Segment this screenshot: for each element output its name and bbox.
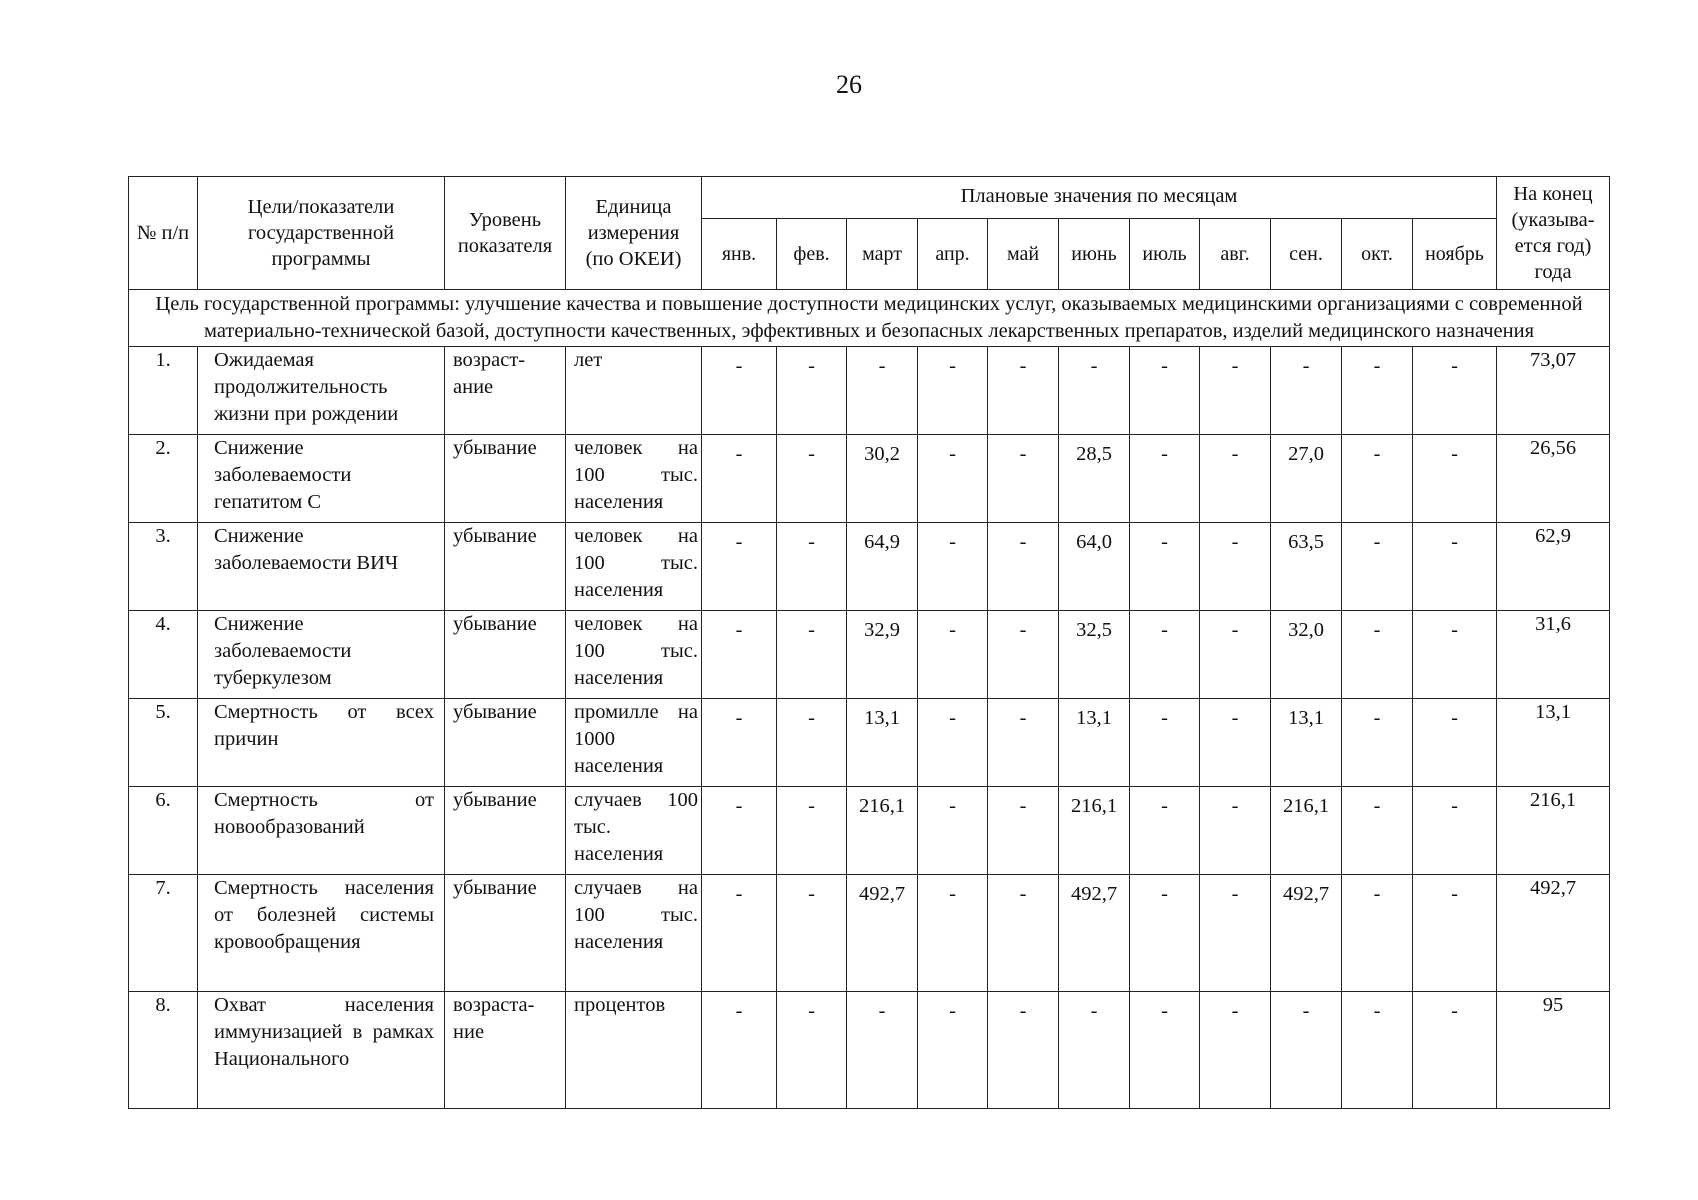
- month-value: -: [1342, 611, 1413, 699]
- month-value: -: [1413, 347, 1497, 435]
- indicator-unit: лет: [566, 347, 702, 435]
- indicator-level: убывание: [445, 875, 566, 992]
- end-year-value: 492,7: [1497, 875, 1610, 992]
- row-number: 3.: [129, 523, 198, 611]
- month-value: -: [702, 699, 777, 787]
- header-month: июнь: [1059, 219, 1130, 290]
- month-value: -: [702, 435, 777, 523]
- table-body: [129, 290, 1610, 1109]
- end-year-value: 216,1: [1497, 787, 1610, 875]
- indicator-name: Ожидаемая продолжительность жизни при рождении: [198, 347, 445, 435]
- header-month: июль: [1130, 219, 1200, 290]
- month-value: -: [1342, 435, 1413, 523]
- month-value: -: [702, 875, 777, 992]
- table-row: [129, 787, 1610, 875]
- month-value: -: [847, 992, 918, 1109]
- month-value: -: [777, 992, 847, 1109]
- indicator-name: Снижение заболеваемости гепатитом С: [198, 435, 445, 523]
- indicator-name: Смертность от новообразований: [198, 787, 445, 875]
- indicator-unit: случаев на 100 тыс. населения: [566, 875, 702, 992]
- month-value: -: [1413, 875, 1497, 992]
- indicator-level: убывание: [445, 611, 566, 699]
- header-month: янв.: [702, 219, 777, 290]
- page-number: 26: [836, 70, 862, 99]
- month-value: 27,0: [1271, 435, 1342, 523]
- header-end: На конец (указыва-ется год) года: [1497, 177, 1610, 290]
- month-value: -: [1342, 992, 1413, 1109]
- month-value: -: [777, 875, 847, 992]
- month-value: 13,1: [1059, 699, 1130, 787]
- header-month: март: [847, 219, 918, 290]
- month-value: -: [918, 435, 988, 523]
- indicator-name: Охват населения иммунизацией в рамках Национального: [198, 992, 445, 1109]
- end-year-value: 95: [1497, 992, 1610, 1109]
- indicator-name: Смертность населения от болезней системы кровообращения: [198, 875, 445, 992]
- month-value: -: [918, 699, 988, 787]
- month-value: -: [988, 992, 1059, 1109]
- month-value: -: [918, 347, 988, 435]
- month-value: -: [1200, 699, 1271, 787]
- month-value: 13,1: [1271, 699, 1342, 787]
- month-value: -: [988, 611, 1059, 699]
- row-number: 1.: [129, 347, 198, 435]
- month-value: 64,0: [1059, 523, 1130, 611]
- month-value: -: [918, 611, 988, 699]
- end-year-value: 73,07: [1497, 347, 1610, 435]
- header-month: ноябрь: [1413, 219, 1497, 290]
- table-row: [129, 435, 1610, 523]
- month-value: -: [1130, 347, 1200, 435]
- indicator-unit: человек на 100 тыс. населения: [566, 435, 702, 523]
- month-value: 64,9: [847, 523, 918, 611]
- month-value: 492,7: [1271, 875, 1342, 992]
- indicator-unit: человек на 100 тыс. населения: [566, 611, 702, 699]
- row-number: 2.: [129, 435, 198, 523]
- month-value: 216,1: [1059, 787, 1130, 875]
- month-value: 28,5: [1059, 435, 1130, 523]
- month-value: -: [988, 435, 1059, 523]
- month-value: -: [777, 347, 847, 435]
- goal-text: Цель государственной программы: улучшение качества и повышение доступности медицинских услуг, оказываемых медицинскими организациями с современной материально-технической базой, доступности качественных, эффективных и безопасных лекарственных препаратов, изделий медицинского назначения: [129, 290, 1610, 347]
- month-value: -: [1059, 347, 1130, 435]
- month-value: -: [1059, 992, 1130, 1109]
- indicator-unit: случаев 100 тыс. населения: [566, 787, 702, 875]
- end-year-value: 26,56: [1497, 435, 1610, 523]
- month-value: -: [1271, 347, 1342, 435]
- month-value: -: [918, 992, 988, 1109]
- indicator-unit: процентов: [566, 992, 702, 1109]
- indicator-name: Смертность от всех причин: [198, 699, 445, 787]
- month-value: -: [1413, 699, 1497, 787]
- month-value: -: [1342, 523, 1413, 611]
- table-row: [129, 347, 1610, 435]
- month-value: -: [988, 875, 1059, 992]
- end-year-value: 62,9: [1497, 523, 1610, 611]
- month-value: -: [1200, 347, 1271, 435]
- month-value: -: [988, 523, 1059, 611]
- month-value: -: [988, 347, 1059, 435]
- header-month: май: [988, 219, 1059, 290]
- month-value: -: [1200, 992, 1271, 1109]
- month-value: -: [1342, 347, 1413, 435]
- month-value: -: [988, 699, 1059, 787]
- month-value: -: [847, 347, 918, 435]
- table-row: [129, 523, 1610, 611]
- month-value: -: [702, 992, 777, 1109]
- indicator-level: убывание: [445, 435, 566, 523]
- month-value: -: [702, 787, 777, 875]
- month-value: 492,7: [1059, 875, 1130, 992]
- month-value: -: [777, 523, 847, 611]
- month-value: -: [1130, 699, 1200, 787]
- month-value: 492,7: [847, 875, 918, 992]
- month-value: -: [1130, 875, 1200, 992]
- indicator-name: Снижение заболеваемости ВИЧ: [198, 523, 445, 611]
- goal-row: [129, 290, 1610, 347]
- indicator-level: убывание: [445, 787, 566, 875]
- month-value: -: [1413, 611, 1497, 699]
- month-value: -: [918, 523, 988, 611]
- month-value: -: [1200, 875, 1271, 992]
- indicator-level: убывание: [445, 523, 566, 611]
- month-value: 216,1: [1271, 787, 1342, 875]
- month-value: -: [777, 699, 847, 787]
- table-row: [129, 611, 1610, 699]
- month-value: -: [918, 875, 988, 992]
- month-value: 13,1: [847, 699, 918, 787]
- month-value: -: [1200, 611, 1271, 699]
- month-value: -: [1271, 992, 1342, 1109]
- indicator-name: Снижение заболеваемости туберкулезом: [198, 611, 445, 699]
- month-value: -: [1130, 787, 1200, 875]
- indicator-unit: промилле на 1000 населения: [566, 699, 702, 787]
- header-level: Уровень показателя: [445, 177, 566, 290]
- end-year-value: 31,6: [1497, 611, 1610, 699]
- header-goals: Цели/показатели государственной программы: [198, 177, 445, 290]
- month-value: -: [1130, 523, 1200, 611]
- month-value: 63,5: [1271, 523, 1342, 611]
- month-value: -: [1342, 787, 1413, 875]
- month-value: -: [1130, 992, 1200, 1109]
- indicator-unit: человек на 100 тыс. населения: [566, 523, 702, 611]
- indicators-table: [128, 176, 1610, 1109]
- month-value: 32,9: [847, 611, 918, 699]
- table-row: [129, 875, 1610, 992]
- row-number: 8.: [129, 992, 198, 1109]
- table-row: [129, 699, 1610, 787]
- month-value: -: [777, 435, 847, 523]
- header-unit: Единица измерения (по ОКЕИ): [566, 177, 702, 290]
- month-value: 30,2: [847, 435, 918, 523]
- row-number: 4.: [129, 611, 198, 699]
- header-month: сен.: [1271, 219, 1342, 290]
- month-value: -: [1413, 435, 1497, 523]
- header-plan: Плановые значения по месяцам: [702, 177, 1497, 219]
- header-month: апр.: [918, 219, 988, 290]
- row-number: 6.: [129, 787, 198, 875]
- month-value: -: [1130, 611, 1200, 699]
- month-value: -: [1413, 787, 1497, 875]
- month-value: -: [1342, 875, 1413, 992]
- end-year-value: 13,1: [1497, 699, 1610, 787]
- month-value: -: [777, 787, 847, 875]
- month-value: -: [1200, 435, 1271, 523]
- month-value: -: [702, 347, 777, 435]
- month-value: -: [777, 611, 847, 699]
- indicator-level: убывание: [445, 699, 566, 787]
- month-value: -: [1413, 523, 1497, 611]
- month-value: -: [702, 611, 777, 699]
- header-month: авг.: [1200, 219, 1271, 290]
- month-value: -: [1342, 699, 1413, 787]
- month-value: -: [1130, 435, 1200, 523]
- month-value: 216,1: [847, 787, 918, 875]
- month-value: -: [1413, 992, 1497, 1109]
- row-number: 5.: [129, 699, 198, 787]
- header-num: № п/п: [129, 177, 198, 290]
- month-value: -: [1200, 787, 1271, 875]
- indicator-level: возраста-ние: [445, 992, 566, 1109]
- header-month: фев.: [777, 219, 847, 290]
- month-value: -: [1200, 523, 1271, 611]
- month-value: 32,5: [1059, 611, 1130, 699]
- table-row: [129, 992, 1610, 1109]
- month-value: -: [918, 787, 988, 875]
- row-number: 7.: [129, 875, 198, 992]
- month-value: -: [988, 787, 1059, 875]
- month-value: -: [702, 523, 777, 611]
- header-month: окт.: [1342, 219, 1413, 290]
- month-value: 32,0: [1271, 611, 1342, 699]
- indicator-level: возраст-ание: [445, 347, 566, 435]
